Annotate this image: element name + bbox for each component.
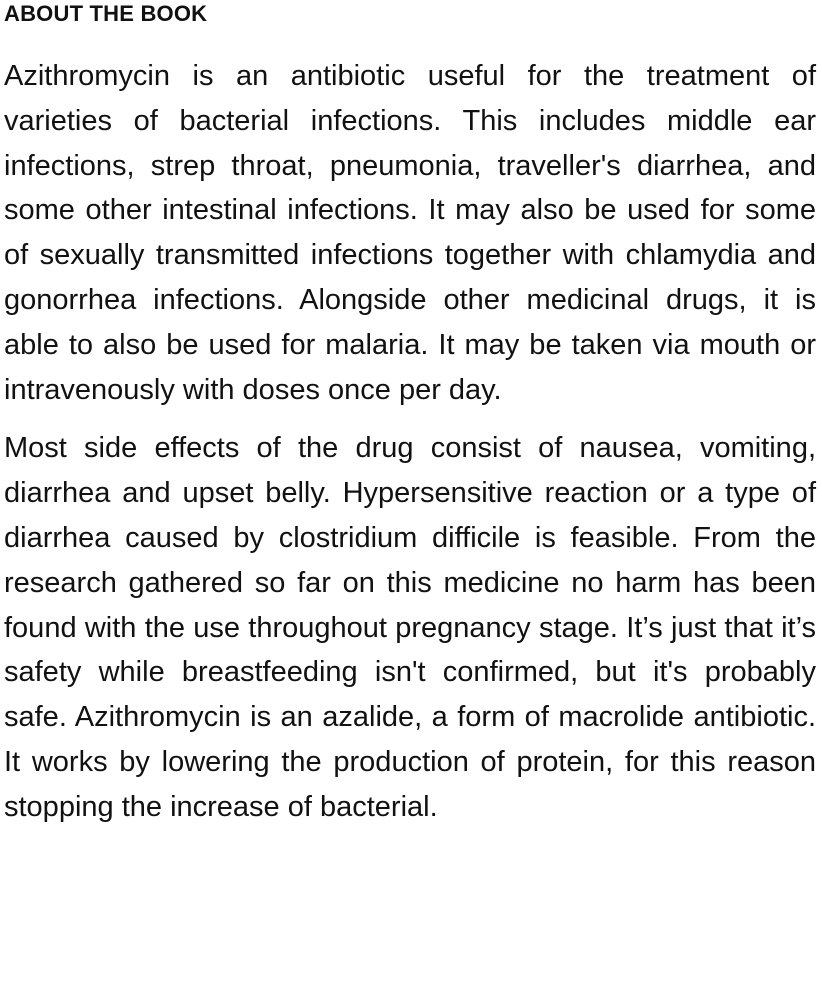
book-description [4,0,816,830]
section-heading: ABOUT THE BOOK [4,1,208,26]
paragraph-overview: Azithromycin is an antibiotic useful for the treatment of varieties of bacterial infections. This includes middle ear infections, strep throat, pneumonia, traveller's diarrhea, and some other intestinal infections. It may also be used for some of sexually transmitted infections together with chlamydia and gonorrhea infections. Alongside other medicinal drugs, it is able to also be used for malaria. It may be taken via mouth or intravenously with doses once per day. [4,60,816,406]
paragraph-side-effects: Most side effects of the drug consist of nausea, vomiting, diarrhea and upset belly. Hypersensitive reaction or a type of diarrhea caused by clostridium difficile is feasible. From the research gathered so far on this medicine no harm has been found with the use throughout pregnancy stage. It’s just that it’s safety while breastfeeding isn't confirmed, but it's probably safe. Azithromycin is an azalide, a form of macrolide antibiotic. It works by lowering the production of protein, for this reason stopping the increase of bacterial. [4,432,816,823]
